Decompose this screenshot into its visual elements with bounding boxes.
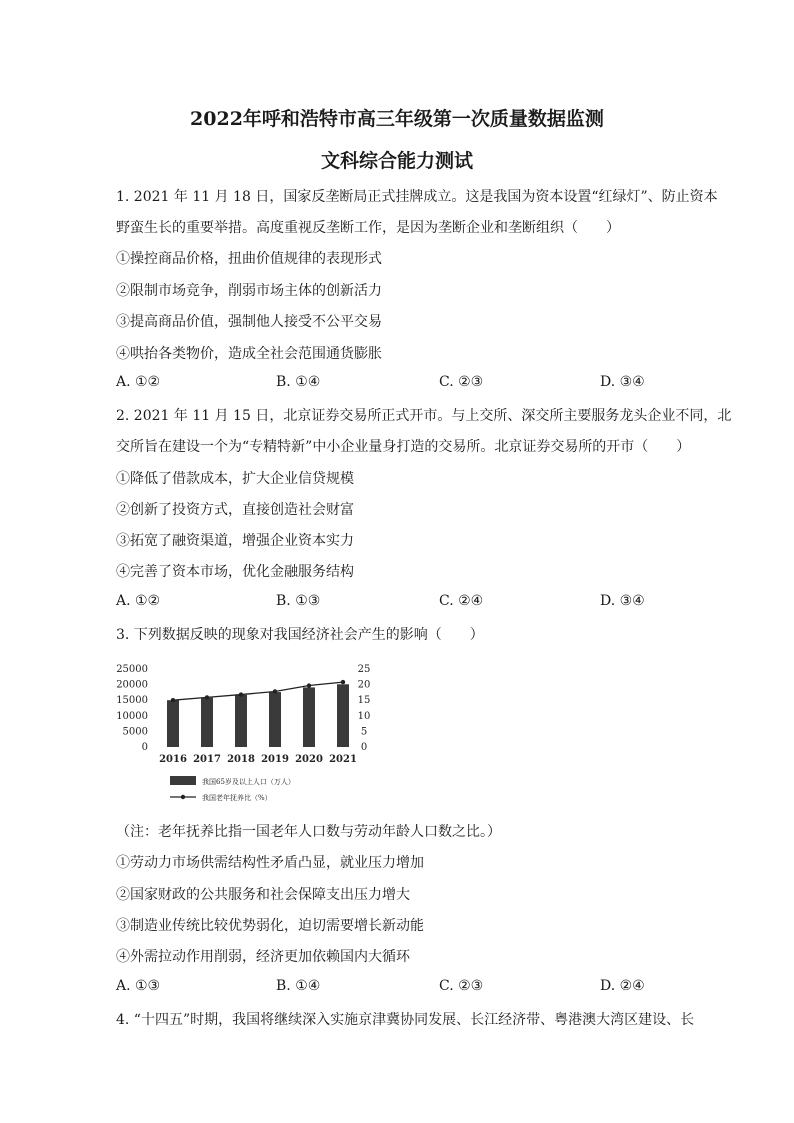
y-right-tick-label: 0 bbox=[360, 742, 368, 753]
question-1-item-3: ③提高商品价值，强制他人接受不公平交易 bbox=[116, 314, 382, 330]
old-age-ratio-point bbox=[239, 692, 243, 696]
question-3-note: （注：老年抚养比指一国老年人口数与劳动年龄人口数之比。） bbox=[116, 824, 501, 840]
question-2-item-4: ④完善了资本市场，优化金融服务结构 bbox=[116, 564, 354, 580]
x-tick-label: 2021 bbox=[329, 754, 357, 765]
question-3-choice-b: B. ①④ bbox=[276, 978, 321, 994]
old-age-ratio-point bbox=[273, 689, 277, 693]
question-2-stem-line1: 2. 2021 年 11 月 15 日，北京证券交易所正式开市。与上交所、深交所主要服务龙头企业不同，北 bbox=[116, 408, 732, 424]
population-chart bbox=[112, 655, 392, 815]
page-title: 2022年呼和浩特市高三年级第一次质量数据监测 bbox=[190, 108, 604, 130]
x-tick-label: 2017 bbox=[193, 754, 221, 765]
old-age-ratio-point bbox=[341, 680, 345, 684]
y-left-tick-label: 25000 bbox=[116, 664, 148, 675]
question-1-choice-d: D. ③④ bbox=[600, 374, 645, 390]
question-3-choice-a: A. ①③ bbox=[116, 978, 161, 994]
question-1-choice-a: A. ①② bbox=[116, 374, 161, 390]
old-age-ratio-point bbox=[171, 698, 175, 702]
y-right-tick-label: 25 bbox=[357, 664, 371, 675]
page-subtitle: 文科综合能力测试 bbox=[320, 150, 473, 172]
question-2-choice-d: D. ③④ bbox=[600, 593, 645, 609]
question-2-choice-c: C. ②④ bbox=[439, 593, 484, 609]
y-left-tick-label: 15000 bbox=[116, 695, 148, 707]
old-age-ratio-point bbox=[205, 695, 209, 699]
chart-legend bbox=[170, 776, 295, 802]
question-3-choice-d: D. ②④ bbox=[600, 978, 645, 994]
legend-line-label: 我国老年抚养比（%） bbox=[202, 794, 272, 802]
chart-bar bbox=[269, 692, 281, 747]
y-left-tick-label: 5000 bbox=[122, 726, 148, 738]
chart-bar bbox=[337, 684, 349, 747]
old-age-ratio-line bbox=[173, 682, 343, 700]
question-1-choice-b: B. ①④ bbox=[276, 374, 321, 390]
question-3-item-2: ②国家财政的公共服务和社会保障支出压力增大 bbox=[116, 887, 410, 903]
y-right-tick-label: 15 bbox=[357, 695, 371, 707]
question-3-item-1: ①劳动力市场供需结构性矛盾凸显，就业压力增加 bbox=[116, 855, 424, 871]
chart-bar bbox=[303, 687, 315, 747]
y-left-tick-label: 10000 bbox=[116, 710, 148, 722]
y-right-tick-label: 5 bbox=[360, 726, 368, 738]
chart-bar bbox=[235, 695, 247, 747]
old-age-ratio-point bbox=[307, 683, 311, 687]
y-right-tick-label: 10 bbox=[357, 710, 371, 722]
question-2-item-2: ②创新了投资方式，直接创造社会财富 bbox=[116, 502, 354, 518]
chart-bar bbox=[167, 700, 179, 747]
question-2-choice-a: A. ①② bbox=[116, 593, 161, 609]
x-tick-label: 2020 bbox=[295, 754, 323, 765]
question-2-choice-b: B. ①③ bbox=[276, 593, 321, 609]
y-left-tick-label: 20000 bbox=[116, 679, 148, 691]
question-1-choice-c: C. ②③ bbox=[439, 374, 484, 390]
question-2-item-3: ③拓宽了融资渠道，增强企业资本实力 bbox=[116, 533, 354, 549]
x-tick-label: 2019 bbox=[261, 754, 289, 765]
legend-bar-label: 我国65岁及以上人口（万人） bbox=[202, 778, 295, 786]
x-tick-label: 2016 bbox=[159, 754, 187, 765]
question-4-stem-line1: 4. “十四五”时期，我国将继续深入实施京津冀协同发展、长江经济带、粤港澳大湾区建设、长 bbox=[116, 1012, 695, 1028]
y-right-tick-label: 20 bbox=[357, 679, 371, 691]
question-1-stem-line1: 1. 2021 年 11 月 18 日，国家反垄断局正式挂牌成立。这是我国为资本设置“红绿灯”、防止资本 bbox=[116, 189, 718, 205]
question-1-stem-line2: 野蛮生长的重要举措。高度重视反垄断工作，是因为垄断企业和垄断组织（ ） bbox=[116, 220, 620, 236]
question-2-stem-line2: 交所旨在建设一个为“专精特新”中小企业量身打造的交易所。北京证券交易所的开市（ ） bbox=[116, 439, 691, 455]
question-1-item-1: ①操控商品价格，扭曲价值规律的表现形式 bbox=[116, 251, 382, 267]
legend-line-marker bbox=[181, 795, 185, 799]
question-1-item-2: ②限制市场竞争，削弱市场主体的创新活力 bbox=[116, 283, 382, 299]
chart-line bbox=[171, 680, 345, 702]
legend-bar-swatch bbox=[170, 776, 196, 785]
chart-bar bbox=[201, 698, 213, 747]
x-tick-label: 2018 bbox=[227, 754, 255, 765]
question-3-choice-c: C. ②③ bbox=[439, 978, 484, 994]
chart-bars bbox=[167, 684, 349, 747]
question-3-item-3: ③制造业传统比较优势弱化，迫切需要增长新动能 bbox=[116, 918, 424, 934]
question-2-item-1: ①降低了借款成本，扩大企业信贷规模 bbox=[116, 471, 354, 487]
question-1-item-4: ④哄抬各类物价，造成全社会范围通货膨胀 bbox=[116, 346, 382, 362]
y-left-tick-label: 0 bbox=[141, 742, 148, 753]
question-3-stem: 3. 下列数据反映的现象对我国经济社会产生的影响（ ） bbox=[116, 627, 484, 643]
question-3-item-4: ④外需拉动作用削弱，经济更加依赖国内大循环 bbox=[116, 949, 410, 965]
